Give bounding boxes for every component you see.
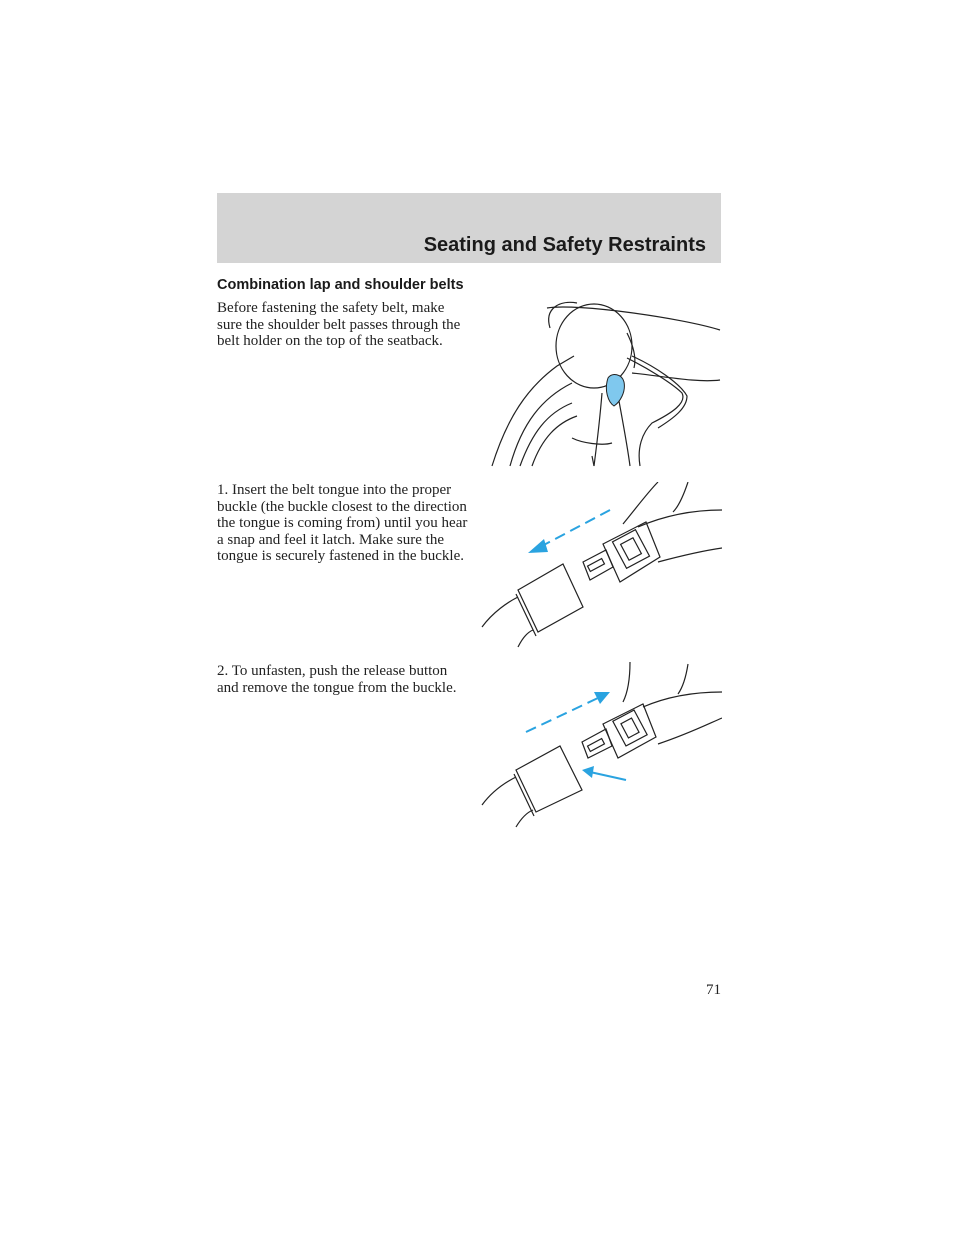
intro-paragraph: Before fastening the safety belt, make sure the shoulder belt passes through the belt holder on the top of the seatback. [217, 300, 461, 349]
page-title: Seating and Safety Restraints [423, 234, 706, 256]
seatback-belt-holder-illustration [482, 298, 722, 468]
step-2-paragraph: 2. To unfasten, push the release button and remove the tongue from the buckle. [217, 663, 457, 696]
header-band [217, 193, 721, 263]
step-1-paragraph: 1. Insert the belt tongue into the proper buckle (the buckle closest to the direction the tongue is coming from) until you hear a snap and feel it latch. Make sure the tongue is securely fastened in the buckle. [217, 482, 468, 564]
insert-tongue-illustration [478, 482, 722, 650]
release-buckle-illustration [478, 662, 722, 830]
page-number: 71 [706, 982, 721, 998]
section-heading: Combination lap and shoulder belts [217, 277, 464, 293]
